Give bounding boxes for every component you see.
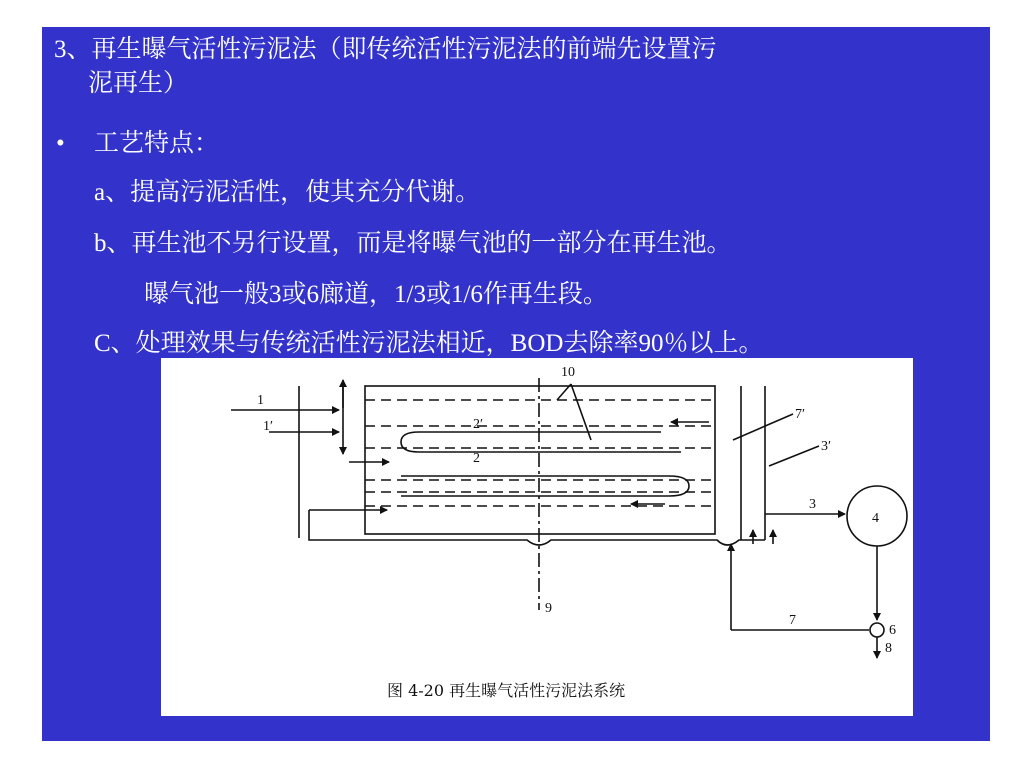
- point-b: b、再生池不另行设置，而是将曝气池的一部分在再生池。: [94, 230, 732, 257]
- label-1: 1: [257, 393, 264, 408]
- diagram-svg: [161, 358, 913, 716]
- point-a: a、提高污泥活性，使其充分代谢。: [94, 179, 481, 206]
- bullet-title: 工艺特点：: [94, 130, 220, 157]
- aeration-tank: [365, 386, 715, 534]
- label-2-prime: 2′: [473, 417, 484, 432]
- heading: 3、再生曝气活性污泥法（即传统活性污泥法的前端先设置污: [54, 36, 717, 63]
- label-4: 4: [872, 511, 879, 526]
- process-diagram: [161, 358, 913, 716]
- label-10: 10: [561, 365, 575, 380]
- label-7: 7: [789, 613, 796, 628]
- figure-caption: 图 4-20 再生曝气活性污泥法系统: [387, 681, 626, 700]
- heading-continuation: 泥再生）: [88, 70, 189, 97]
- label-6: 6: [889, 623, 896, 638]
- label-9: 9: [545, 601, 552, 616]
- label-3-prime: 3′: [821, 439, 832, 454]
- bullet-marker: •: [56, 130, 65, 157]
- label-2: 2: [473, 451, 480, 466]
- point-b-detail: 曝气池一般3或6廊道，1/3或1/6作再生段。: [144, 281, 608, 308]
- sludge-pump: [870, 623, 884, 637]
- label-3: 3: [809, 497, 816, 512]
- label-1-prime: 1′: [263, 419, 274, 434]
- label-7-prime: 7′: [795, 407, 806, 422]
- label-8: 8: [885, 641, 892, 656]
- point-c: C、处理效果与传统活性污泥法相近，BOD去除率90％以上。: [94, 330, 764, 357]
